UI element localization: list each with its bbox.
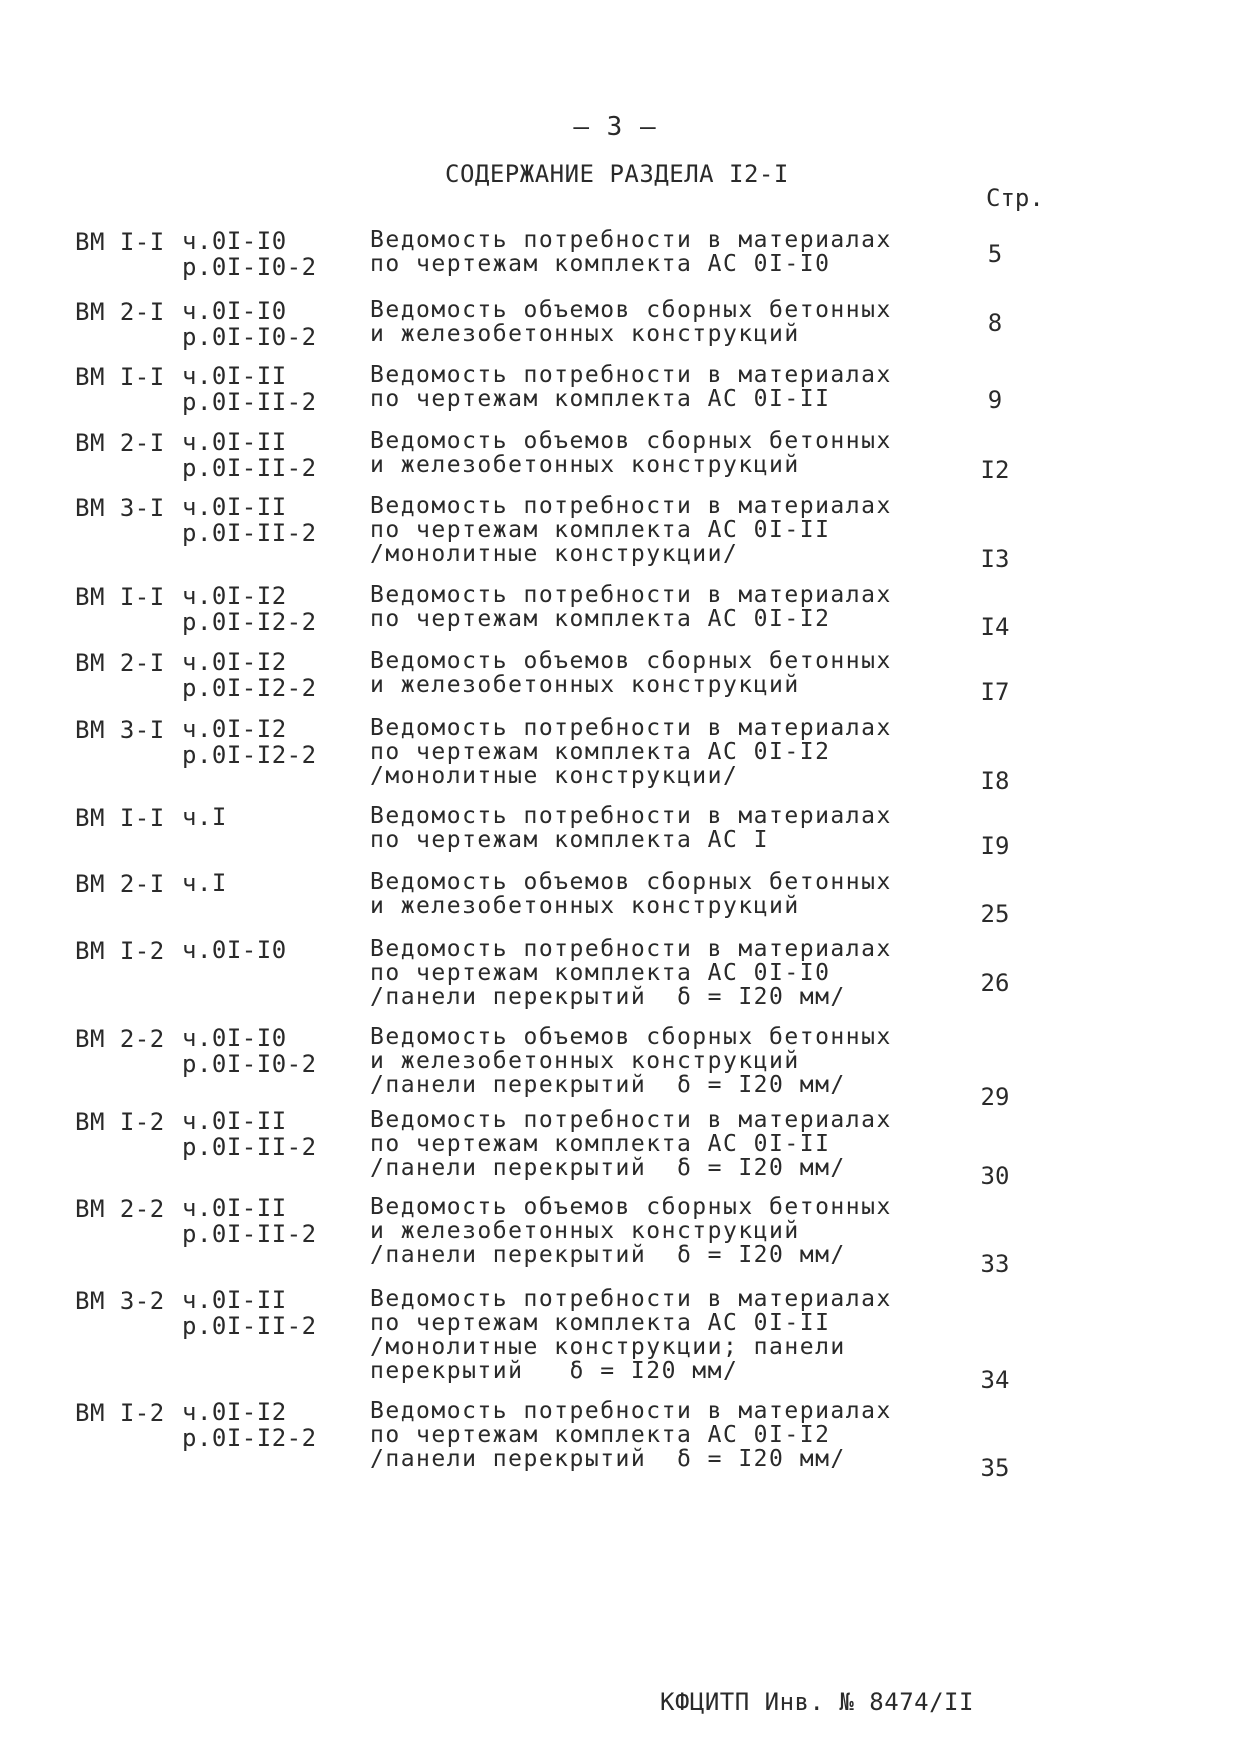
entry-description-line: по чертежам комплекта АС 0I-II: [370, 386, 831, 412]
entry-code: ВМ 3-I: [75, 716, 165, 744]
entry-page-number: 5: [987, 240, 1003, 268]
entry-description-line: Ведомость потребности в материалах: [370, 715, 892, 741]
entry-description-line: /монолитные конструкции; панели: [370, 1334, 846, 1360]
entry-description-line: /панели перекрытий δ = I20 мм/: [370, 1242, 846, 1268]
entry-page-number: I8: [980, 767, 1010, 795]
entry-sheets: [182, 363, 317, 415]
entry-description-line: Ведомость объемов сборных бетонных: [370, 1024, 892, 1050]
entry-sheet-line: р.0I-I0-2: [182, 253, 317, 281]
entry-code: ВМ 3-2: [75, 1287, 165, 1315]
entry-sheets: [182, 870, 227, 896]
entry-description: [370, 228, 892, 276]
entry-sheet-line: р.0I-II-2: [182, 1133, 317, 1161]
entry-sheet-line: р.0I-I2-2: [182, 608, 317, 636]
entry-description: [370, 583, 892, 631]
entry-sheet-line: р.0I-II-2: [182, 388, 317, 416]
entry-page-number: 25: [980, 900, 1010, 928]
entry-description-line: по чертежам комплекта АС 0I-II: [370, 1310, 831, 1336]
entry-description-line: /панели перекрытий δ = I20 мм/: [370, 1155, 846, 1181]
entry-sheets: [182, 1399, 317, 1451]
entry-description-line: Ведомость потребности в материалах: [370, 362, 892, 388]
entry-description: [370, 1108, 892, 1180]
entry-description-line: Ведомость потребности в материалах: [370, 1107, 892, 1133]
entry-sheet-line: ч.0I-I0: [182, 297, 287, 325]
entry-sheet-line: ч.0I-II: [182, 362, 287, 390]
page-column-header: Стр.: [986, 184, 1044, 212]
entry-sheets: [182, 716, 317, 768]
entry-code: ВМ I-I: [75, 583, 165, 611]
entry-description-line: и железобетонных конструкций: [370, 1048, 800, 1074]
entry-description: [370, 494, 892, 566]
entry-page-number: I3: [980, 545, 1010, 573]
entry-sheets: [182, 1025, 317, 1077]
entry-code: ВМ I-2: [75, 937, 165, 965]
entry-description-line: по чертежам комплекта АС 0I-II: [370, 1131, 831, 1157]
entry-description-line: по чертежам комплекта АС 0I-II: [370, 517, 831, 543]
entry-sheet-line: р.0I-I0-2: [182, 323, 317, 351]
entry-page-number: I4: [980, 613, 1010, 641]
entry-sheet-line: ч.0I-II: [182, 1286, 287, 1314]
entry-sheet-line: ч.0I-II: [182, 1107, 287, 1135]
entry-sheet-line: ч.0I-I2: [182, 1398, 287, 1426]
entry-sheet-line: р.0I-II-2: [182, 1220, 317, 1248]
entry-sheets: [182, 1195, 317, 1247]
entry-description: [370, 298, 892, 346]
entry-sheets: [182, 429, 317, 481]
entry-description-line: Ведомость объемов сборных бетонных: [370, 297, 892, 323]
entry-description-line: и железобетонных конструкций: [370, 893, 800, 919]
entry-page-number: 34: [980, 1366, 1010, 1394]
entry-description-line: и железобетонных конструкций: [370, 321, 800, 347]
entry-description-line: по чертежам комплекта АС 0I-I2: [370, 1422, 831, 1448]
entry-sheets: [182, 1287, 317, 1339]
entry-sheets: [182, 649, 317, 701]
entry-page-number: 35: [980, 1454, 1010, 1482]
entry-description: [370, 363, 892, 411]
entry-description-line: и железобетонных конструкций: [370, 452, 800, 478]
entry-sheet-line: ч.0I-I0: [182, 1024, 287, 1052]
entry-sheet-line: ч.0I-I0: [182, 936, 287, 964]
entry-page-number: 8: [987, 309, 1003, 337]
entry-page-number: I7: [980, 678, 1010, 706]
entry-page-number: 33: [980, 1250, 1010, 1278]
entry-sheet-line: ч.0I-II: [182, 493, 287, 521]
entry-sheet-line: р.0I-II-2: [182, 454, 317, 482]
entry-sheet-line: ч.I: [182, 803, 227, 831]
entry-sheet-line: ч.0I-I0: [182, 227, 287, 255]
entry-sheets: [182, 583, 317, 635]
entry-description-line: /панели перекрытий δ = I20 мм/: [370, 1072, 846, 1098]
entry-description: [370, 649, 892, 697]
entry-description-line: и железобетонных конструкций: [370, 672, 800, 698]
section-contents-title: СОДЕРЖАНИЕ РАЗДЕЛА I2-I: [445, 160, 789, 188]
entry-sheet-line: ч.0I-I2: [182, 582, 287, 610]
entry-page-number: 29: [980, 1083, 1010, 1111]
entry-description: [370, 1195, 892, 1267]
entry-code: ВМ I-I: [75, 228, 165, 256]
entry-code: ВМ 2-I: [75, 429, 165, 457]
inventory-footer: КФЦИТП Инв. № 8474/II: [660, 1688, 974, 1716]
entry-description-line: Ведомость потребности в материалах: [370, 582, 892, 608]
entry-description: [370, 1025, 892, 1097]
entry-sheet-line: ч.0I-I2: [182, 648, 287, 676]
entry-sheet-line: р.0I-I2-2: [182, 741, 317, 769]
entry-description-line: Ведомость потребности в материалах: [370, 936, 892, 962]
entry-page-number: 26: [980, 969, 1010, 997]
entry-sheet-line: ч.0I-I2: [182, 715, 287, 743]
entry-description-line: /монолитные конструкции/: [370, 763, 739, 789]
entry-page-number: I2: [980, 456, 1010, 484]
entry-code: ВМ 2-I: [75, 298, 165, 326]
entry-description: [370, 937, 892, 1009]
entry-sheets: [182, 494, 317, 546]
entry-description: [370, 716, 892, 788]
entry-page-number: 30: [980, 1162, 1010, 1190]
entry-code: ВМ 2-2: [75, 1025, 165, 1053]
entry-description: [370, 1399, 892, 1471]
entry-sheet-line: ч.0I-II: [182, 1194, 287, 1222]
entry-description-line: и железобетонных конструкций: [370, 1218, 800, 1244]
entry-sheet-line: р.0I-I2-2: [182, 674, 317, 702]
entry-sheet-line: р.0I-I0-2: [182, 1050, 317, 1078]
entry-description-line: /монолитные конструкции/: [370, 541, 739, 567]
page-number: – 3 –: [573, 112, 657, 142]
entry-sheets: [182, 298, 317, 350]
entry-sheet-line: р.0I-I2-2: [182, 1424, 317, 1452]
entry-sheets: [182, 937, 287, 963]
entry-code: ВМ I-I: [75, 804, 165, 832]
entry-sheets: [182, 1108, 317, 1160]
entry-description-line: Ведомость объемов сборных бетонных: [370, 1194, 892, 1220]
entry-description-line: Ведомость потребности в материалах: [370, 1286, 892, 1312]
entry-sheets: [182, 228, 317, 280]
entry-description-line: по чертежам комплекта АС I: [370, 827, 770, 853]
entry-sheet-line: ч.0I-II: [182, 428, 287, 456]
entry-description: [370, 870, 892, 918]
entry-sheet-line: ч.I: [182, 869, 227, 897]
entry-code: ВМ 2-I: [75, 870, 165, 898]
entry-code: ВМ I-2: [75, 1108, 165, 1136]
entry-sheet-line: р.0I-II-2: [182, 1312, 317, 1340]
entry-description-line: Ведомость потребности в материалах: [370, 227, 892, 253]
entry-sheet-line: р.0I-II-2: [182, 519, 317, 547]
entry-code: ВМ 2-2: [75, 1195, 165, 1223]
entry-code: ВМ 3-I: [75, 494, 165, 522]
entry-description-line: Ведомость объемов сборных бетонных: [370, 428, 892, 454]
entry-description-line: /панели перекрытий δ = I20 мм/: [370, 1446, 846, 1472]
entry-page-number: I9: [980, 832, 1010, 860]
entry-description-line: /панели перекрытий δ = I20 мм/: [370, 984, 846, 1010]
entry-page-number: 9: [987, 386, 1003, 414]
entry-description: [370, 804, 892, 852]
entry-code: ВМ I-I: [75, 363, 165, 391]
entry-description-line: по чертежам комплекта АС 0I-I0: [370, 251, 831, 277]
entry-description: [370, 1287, 892, 1383]
entry-description-line: Ведомость объемов сборных бетонных: [370, 869, 892, 895]
entry-sheets: [182, 804, 227, 830]
entry-description-line: Ведомость потребности в материалах: [370, 493, 892, 519]
entry-description: [370, 429, 892, 477]
entry-description-line: Ведомость потребности в материалах: [370, 1398, 892, 1424]
entry-code: ВМ I-2: [75, 1399, 165, 1427]
entry-description-line: перекрытий δ = I20 мм/: [370, 1358, 739, 1384]
entry-description-line: Ведомость объемов сборных бетонных: [370, 648, 892, 674]
entry-description-line: Ведомость потребности в материалах: [370, 803, 892, 829]
entry-description-line: по чертежам комплекта АС 0I-I2: [370, 739, 831, 765]
entry-code: ВМ 2-I: [75, 649, 165, 677]
entry-description-line: по чертежам комплекта АС 0I-I2: [370, 606, 831, 632]
entry-description-line: по чертежам комплекта АС 0I-I0: [370, 960, 831, 986]
